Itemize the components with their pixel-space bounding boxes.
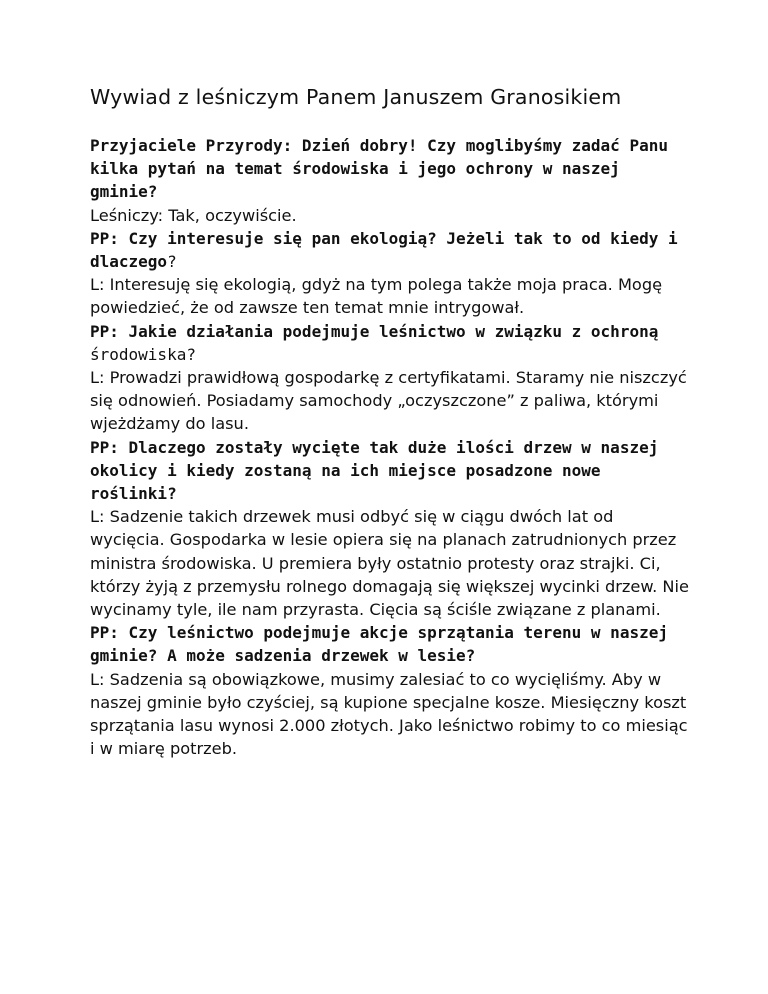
speaker-label: Przyjaciele Przyrody: [90,136,293,155]
document-title: Wywiad z leśniczym Panem Januszem Granosikiem [90,85,622,109]
question-text: Czy interesuje się pan ekologią? Jeżeli tak to od kiedy i dlaczego [90,228,678,272]
question-tail: ? [167,252,177,272]
question-paragraph [90,436,690,506]
question-paragraph [90,621,690,667]
answer-paragraph: L: Sadzenie takich drzewek musi odbyć się w ciągu dwóch lat od wycięcia. Gospodarka w lesie opiera się na planach zatrudnionych przez ministra środowiska. U premiera były ostatnio protesty oraz strajki. Ci, którzy żyją z przemysłu rolnego domagają się większej wycinki drzew. Nie wycinamy tyle, ile nam przyrasta. Cięcia są ściśle związane z planami. [90,507,689,620]
interview-body [90,134,690,760]
speaker-label: PP: [90,623,119,643]
question-text: Czy leśnictwo podejmuje akcje sprzątania terenu w naszej gminie? A może sadzenia drzewek w lesie? [90,623,668,666]
speaker-label: PP: [90,228,119,248]
answer-paragraph: Leśniczy: Tak, oczywiście. [90,205,297,225]
question-text: Jakie działania podejmuje leśnictwo w związku z ochroną [118,321,659,341]
answer-paragraph: L: Prowadzi prawidłową gospodarkę z certyfikatami. Staramy nie niszczyć się odnowień. Posiadamy samochody „oczyszczone” z paliwa, którymi wjeżdżamy do lasu. [90,368,687,434]
question-text: Dzień dobry! Czy moglibyśmy zadać Panu kilka pytań na temat środowiska i jego ochrony w naszej gminie? [90,136,668,202]
question-tail: środowiska? [90,344,196,364]
question-paragraph [90,227,690,273]
document-page [90,82,690,760]
answer-paragraph: L: Sadzenia są obowiązkowe, musimy zalesiać to co wycięliśmy. Aby w naszej gminie było czyściej, są kupione specjalne kosze. Miesięczny koszt sprzątania lasu wynosi 2.000 złotych. Jako leśnictwo robimy to co miesiąc i w miarę potrzeb. [90,669,688,759]
question-paragraph [90,134,690,204]
speaker-label: PP: [90,437,119,457]
question-text: Dlaczego zostały wycięte tak duże ilości drzew w naszej okolicy i kiedy zostaną na ich miejsce posadzone nowe roślinki? [90,437,659,504]
question-paragraph [90,320,690,366]
answer-paragraph: L: Interesuję się ekologią, gdyż na tym polega także moja praca. Mogę powiedzieć, że od zawsze ten temat mnie intrygował. [90,275,663,318]
speaker-label: PP: [90,321,119,341]
